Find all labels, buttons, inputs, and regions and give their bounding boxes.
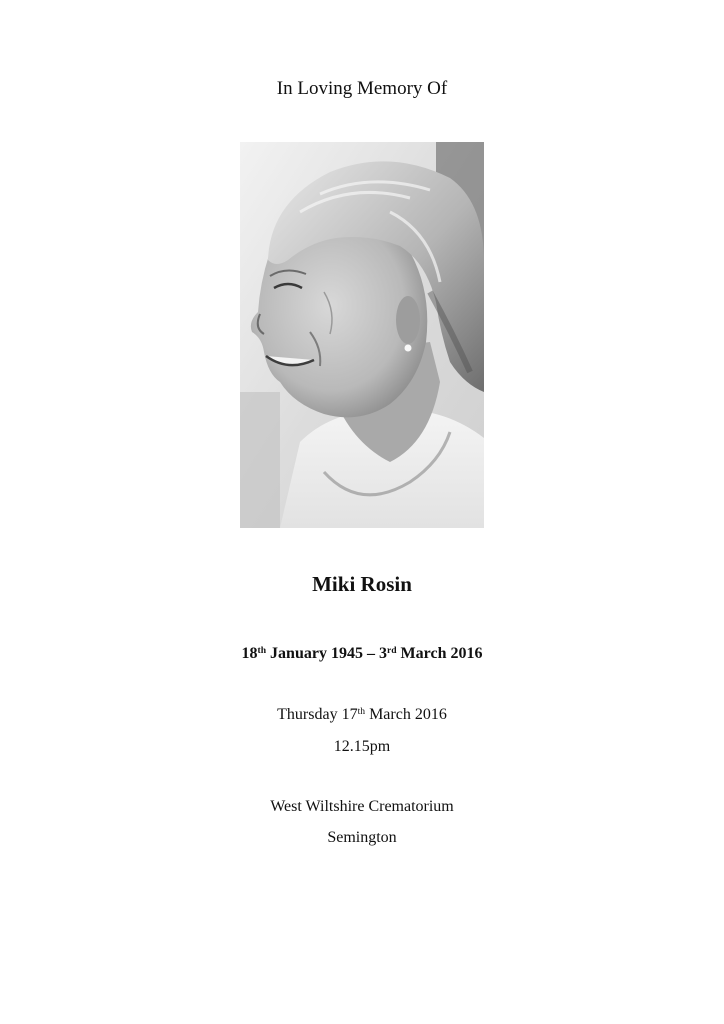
portrait-photo — [240, 142, 484, 528]
death-date-rest: March 2016 — [396, 645, 483, 662]
death-day: 3 — [378, 645, 387, 662]
venue-name: West Wiltshire Crematorium — [270, 798, 454, 815]
birth-day: 18 — [241, 645, 258, 662]
service-time: 12.15pm — [333, 738, 391, 755]
life-dates — [0, 645, 724, 663]
deceased-name: Miki Rosin — [312, 572, 412, 596]
death-day-suffix: rd — [386, 645, 397, 657]
service-day: Thursday 17 — [277, 706, 358, 723]
venue-place: Semington — [327, 829, 397, 846]
birth-day-suffix: th — [257, 645, 267, 657]
service-month-year: March 2016 — [365, 706, 447, 723]
service-day-suffix: th — [357, 706, 366, 718]
birth-date-rest: January 1945 – — [266, 645, 379, 662]
memorial-heading: In Loving Memory Of — [276, 78, 448, 99]
service-date — [0, 706, 724, 724]
